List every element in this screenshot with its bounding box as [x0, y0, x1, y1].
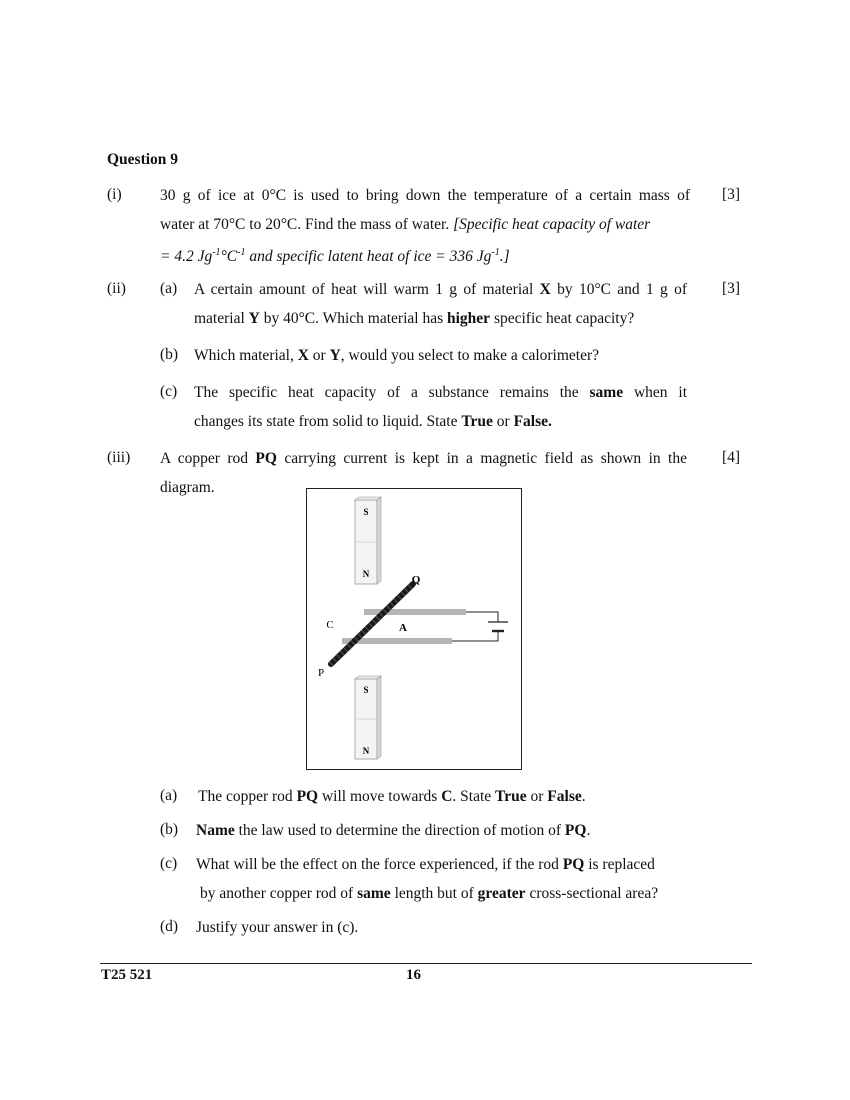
part-ii-b-label: (b): [160, 346, 179, 363]
part-i-line-1: 30 g of ice at 0°C is used to bring down the temperature of a certain mass of: [160, 187, 690, 204]
part-iii-b-label: (b): [160, 821, 179, 838]
part-iii-number: (iii): [107, 449, 131, 466]
label-a: A: [399, 622, 407, 634]
label-c: C: [326, 619, 334, 631]
part-iii-c-line-1: What will be the effect on the force experienced, if the rod PQ is replaced: [196, 856, 655, 873]
part-iii-c-line-2: by another copper rod of same length but of greater cross-sectional area?: [200, 885, 659, 902]
part-i-number: (i): [107, 186, 122, 203]
part-ii-c-label: (c): [160, 383, 178, 400]
top-magnet: [355, 497, 381, 584]
part-ii-marks: [3]: [722, 280, 741, 297]
top-magnet-n-label: N: [362, 569, 370, 579]
label-p: P: [317, 667, 325, 679]
part-iii-a-text: The copper rod PQ will move towards C. State True or False.: [198, 788, 586, 805]
part-iii-line-1: A copper rod PQ carrying current is kept in a magnetic field as shown in the: [160, 450, 687, 467]
part-i-marks: [3]: [722, 186, 741, 203]
part-iii-b-text: Name the law used to determine the direction of motion of PQ.: [196, 822, 591, 839]
part-i-line-3: = 4.2 $Jg^{-1}^\circ C^{-1}$ and specific latent heat of ice = 336 $Jg^{-1}$.]: [160, 247, 510, 266]
top-magnet-s-label: S: [363, 507, 369, 517]
part-iii-line-2: diagram.: [160, 479, 215, 496]
footer-rule: [100, 963, 752, 964]
question-title: Question 9: [107, 151, 179, 168]
bottom-magnet-s-label: S: [363, 685, 369, 695]
footer-paper-code: T25 521: [101, 967, 153, 983]
bottom-magnet: [355, 676, 381, 759]
label-q: Q: [411, 574, 421, 586]
part-ii-a-label: (a): [160, 280, 178, 297]
part-ii-a-line-1: A certain amount of heat will warm 1 g of material X by 10°C and 1 g of: [194, 281, 687, 298]
bottom-magnet-n-label: N: [362, 746, 370, 756]
part-iii-d-text: Justify your answer in (c).: [196, 919, 359, 936]
part-iii-marks: [4]: [722, 449, 741, 466]
footer-page-number: 16: [406, 967, 421, 983]
part-ii-b-text: Which material, X or Y, would you select to make a calorimeter?: [194, 347, 600, 364]
part-ii-number: (ii): [107, 280, 126, 297]
part-i-line-2: water at 70°C to 20°C. Find the mass of water. [Specific heat capacity of water: [160, 216, 651, 233]
magnetic-field-diagram: [306, 488, 522, 770]
part-ii-c-line-2: changes its state from solid to liquid. State True or False.: [194, 413, 552, 430]
part-ii-c-line-1: The specific heat capacity of a substance remains the same when it: [194, 384, 687, 401]
part-iii-d-label: (d): [160, 918, 179, 935]
part-iii-c-label: (c): [160, 855, 178, 872]
part-ii-a-line-2: material Y by 40°C. Which material has higher specific heat capacity?: [194, 310, 635, 327]
part-iii-a-label: (a): [160, 787, 178, 804]
